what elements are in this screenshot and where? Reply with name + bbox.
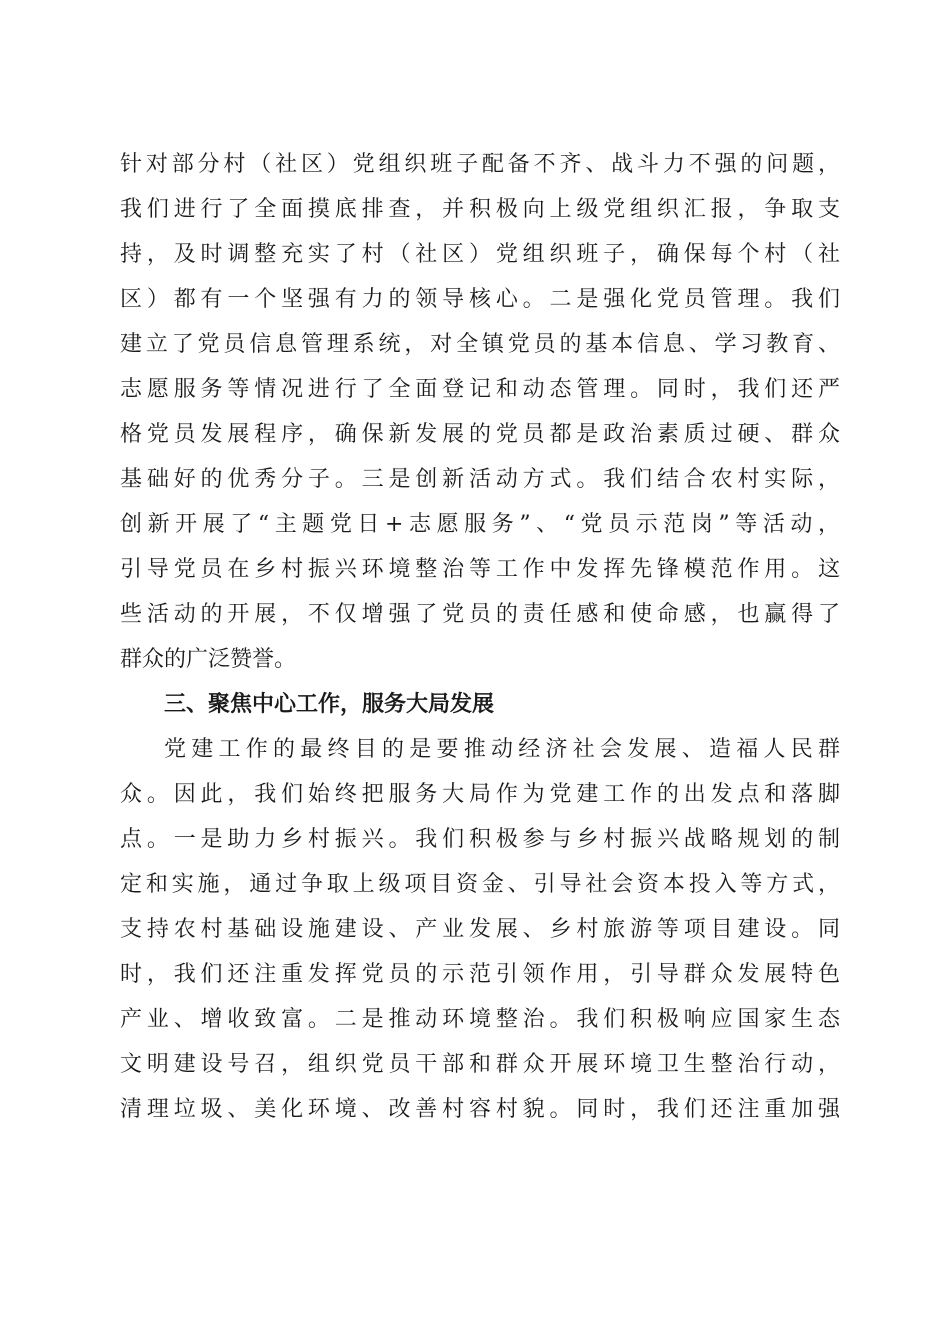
paragraph-line: 创新开展了“主题党日+志愿服务”、“党员示范岗”等活动，	[120, 512, 840, 537]
paragraph-line: 针对部分村（社区）党组织班子配备不齐、战斗力不强的问题，	[120, 152, 840, 177]
paragraph-line: 时，我们还注重发挥党员的示范引领作用，引导群众发展特色	[120, 962, 840, 987]
paragraph-line: 众。因此，我们始终把服务大局作为党建工作的出发点和落脚	[120, 782, 840, 807]
paragraph-line: 定和实施，通过争取上级项目资金、引导社会资本投入等方式，	[120, 872, 840, 897]
paragraph-line: 党建工作的最终目的是要推动经济社会发展、造福人民群	[164, 737, 840, 762]
paragraph-line: 点。一是助力乡村振兴。我们积极参与乡村振兴战略规划的制	[120, 827, 840, 852]
paragraph-line: 清理垃圾、美化环境、改善村容村貌。同时，我们还注重加强	[120, 1097, 840, 1122]
paragraph-line: 些活动的开展，不仅增强了党员的责任感和使命感，也赢得了	[120, 602, 840, 627]
paragraph-line: 我们进行了全面摸底排查，并积极向上级党组织汇报，争取支	[120, 197, 840, 222]
paragraph-line: 基础好的优秀分子。三是创新活动方式。我们结合农村实际，	[120, 467, 840, 492]
paragraph-line: 产业、增收致富。二是推动环境整治。我们积极响应国家生态	[120, 1007, 840, 1032]
document-body	[120, 142, 840, 1132]
paragraph-line: 格党员发展程序，确保新发展的党员都是政治素质过硬、群众	[120, 422, 840, 447]
paragraph-line: 支持农村基础设施建设、产业发展、乡村旅游等项目建设。同	[120, 917, 840, 942]
paragraph-line: 文明建设号召，组织党员干部和群众开展环境卫生整治行动，	[120, 1052, 840, 1077]
section-heading: 三、聚焦中心工作，服务大局发展	[164, 692, 495, 717]
paragraph-line: 引导党员在乡村振兴环境整治等工作中发挥先锋模范作用。这	[120, 557, 840, 582]
paragraph-1	[120, 142, 840, 682]
paragraph-line: 志愿服务等情况进行了全面登记和动态管理。同时，我们还严	[120, 377, 840, 402]
paragraph-line: 区）都有一个坚强有力的领导核心。二是强化党员管理。我们	[120, 287, 840, 312]
paragraph-line: 群众的广泛赞誉。	[120, 647, 297, 672]
paragraph-line: 持，及时调整充实了村（社区）党组织班子，确保每个村（社	[120, 242, 840, 267]
section-3	[120, 682, 840, 1132]
paragraph-line: 建立了党员信息管理系统，对全镇党员的基本信息、学习教育、	[120, 332, 840, 357]
